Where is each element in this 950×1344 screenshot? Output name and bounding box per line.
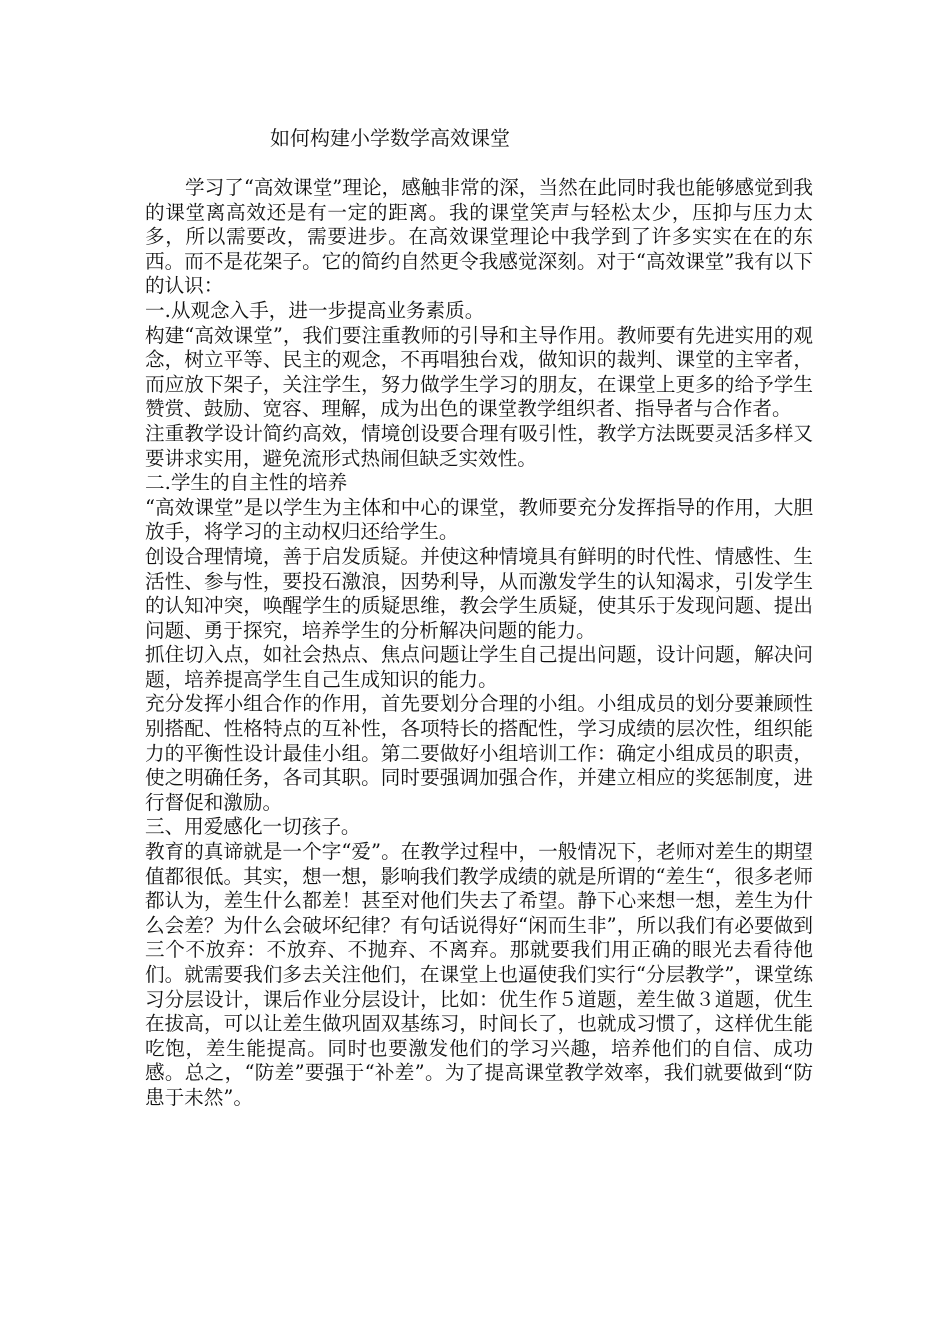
section-heading-1: 一.从观念入手，进一步提高业务素质。 bbox=[145, 298, 485, 322]
document-body bbox=[145, 176, 813, 1111]
paragraph: “高效课堂”是以学生为主体和中心的课堂，教师要充分发挥指导的作用，大胆放手，将学习的主动权归还给学生。 bbox=[145, 495, 813, 544]
paragraph: 构建“高效课堂”，我们要注重教师的引导和主导作用。教师要有先进实用的观念，树立平等、民主的观念，不再唱独台戏，做知识的裁判、课堂的主宰者，而应放下架子，关注学生，努力做学生学习的朋友，在课堂上更多的给予学生赞赏、鼓励、宽容、理解，成为出色的课堂教学组织者、指导者与合作者。 bbox=[145, 323, 813, 421]
intro-paragraph: 学习了“高效课堂”理论，感触非常的深，当然在此同时我也能够感觉到我的课堂离高效还是有一定的距离。我的课堂笑声与轻松太少，压抑与压力太多，所以需要改，需要进步。在高效课堂理论中我学到了许多实实在在的东西。而不是花架子。它的简约自然更令我感觉深刻。对于“高效课堂”我有以下的认识： bbox=[145, 176, 813, 298]
paragraph: 充分发挥小组合作的作用，首先要划分合理的小组。小组成员的划分要兼顾性别搭配、性格特点的互补性，各项特长的搭配性，学习成绩的层次性，组织能力的平衡性设计最佳小组。第二要做好小组培训工作：确定小组成员的职责，使之明确任务，各司其职。同时要强调加强合作，并建立相应的奖惩制度，进行督促和激励。 bbox=[145, 692, 813, 814]
paragraph: 创设合理情境，善于启发质疑。并使这种情境具有鲜明的时代性、情感性、生活性、参与性，要投石激浪，因势利导，从而激发学生的认知渴求，引发学生的认知冲突，唤醒学生的质疑思维，教会学生质疑，使其乐于发现问题、提出问题、勇于探究，培养学生的分析解决问题的能力。 bbox=[145, 544, 813, 642]
paragraph: 抓住切入点，如社会热点、焦点问题让学生自己提出问题，设计问题，解决问题，培养提高学生自己生成知识的能力。 bbox=[145, 643, 813, 691]
paragraph: 注重教学设计简约高效，情境创设要合理有吸引性，教学方法既要灵活多样又要讲求实用，避免流形式热闹但缺乏实效性。 bbox=[145, 421, 813, 470]
document-title: 如何构建小学数学高效课堂 bbox=[270, 126, 510, 150]
section-heading-3: 三、用爱感化一切孩子。 bbox=[145, 815, 361, 839]
paragraph: 教育的真谛就是一个字“爱”。在教学过程中，一般情况下，老师对差生的期望值都很低。其实，想一想，影响我们教学成绩的就是所谓的“差生“，很多老师都认为，差生什么都差！甚至对他们失去了希望。静下心来想一想，差生为什么会差？为什么会破坏纪律？有句话说得好“闲而生非”，所以我们有必要做到三个不放弃：不放弃、不抛弃、不离弃。那就要我们用正确的眼光去看待他们。就需要我们多去关注他们，在课堂上也逼使我们实行“分层教学”，课堂练习分层设计，课后作业分层设计，比如：优生作５道题，差生做３道题，优生在拔高，可以让差生做巩固双基练习，时间长了，也就成习惯了，这样优生能吃饱，差生能提高。同时也要激发他们的学习兴趣，培养他们的自信、成功感。总之，“防差”要强于“补差”。为了提高课堂教学效率，我们就要做到“防患于未然”。 bbox=[145, 840, 813, 1109]
section-heading-2: 二.学生的自主性的培养 bbox=[145, 471, 348, 495]
